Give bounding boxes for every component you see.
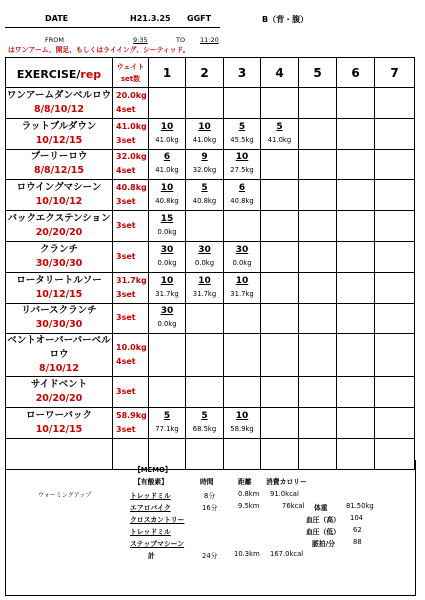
set-column-header: 2 bbox=[186, 58, 224, 88]
set-column-header: 3 bbox=[224, 58, 261, 88]
activity-name: トレッドミル bbox=[130, 528, 171, 536]
vital-value: 104 bbox=[350, 514, 363, 522]
exercise-cell bbox=[6, 241, 113, 272]
to-label: TO bbox=[176, 36, 186, 44]
exercise-reps: 8/10/12 bbox=[39, 363, 79, 375]
set-count: 3set bbox=[116, 313, 136, 323]
exercise-cell bbox=[6, 180, 113, 211]
set-cell bbox=[149, 303, 186, 334]
set-cell bbox=[224, 272, 261, 303]
table-row bbox=[6, 272, 415, 303]
set-column-header: 5 bbox=[299, 58, 337, 88]
exercise-reps: 30/30/30 bbox=[35, 319, 83, 331]
rep-header: rep bbox=[80, 68, 102, 81]
exercise-cell bbox=[6, 408, 113, 439]
set-reps: 5 bbox=[163, 411, 171, 422]
set-count: 3set bbox=[116, 425, 136, 435]
activity-name: クロスカントリー bbox=[130, 516, 185, 524]
set-count: 3set bbox=[116, 197, 136, 207]
set-count: 3set bbox=[116, 135, 136, 145]
total-time: 24分 bbox=[202, 552, 218, 560]
activity-calories: 91.0kcal bbox=[270, 490, 299, 498]
set-reps: 5 bbox=[201, 411, 208, 422]
set-reps: 5 bbox=[238, 121, 246, 132]
table-row bbox=[6, 211, 415, 242]
set-cell bbox=[299, 272, 337, 303]
set-reps: 10 bbox=[198, 275, 211, 286]
set-cell bbox=[186, 149, 224, 180]
vital-value: 81.50kg bbox=[346, 502, 374, 510]
set-reps: 10 bbox=[160, 275, 174, 286]
target-weight: 10.0kg bbox=[116, 343, 147, 353]
activity-distance: 9.5km bbox=[238, 502, 260, 510]
set-cell bbox=[186, 408, 224, 439]
set-cell bbox=[375, 241, 415, 272]
set-cell bbox=[299, 241, 337, 272]
table-header-row bbox=[6, 58, 415, 88]
exercise-cell bbox=[6, 118, 113, 149]
set-reps: 6 bbox=[238, 183, 246, 194]
set-cell bbox=[224, 180, 261, 211]
set-cell bbox=[299, 408, 337, 439]
set-cell bbox=[375, 272, 415, 303]
target-weight: 40.8kg bbox=[116, 183, 147, 193]
aerobic-label: 【有酸素】 bbox=[134, 478, 168, 486]
set-reps: 10 bbox=[235, 275, 249, 286]
set-cell bbox=[149, 211, 186, 242]
header-note: はワンアーム、開足、もしくはライイング、シーティッド。 bbox=[8, 46, 190, 54]
set-cell bbox=[149, 408, 186, 439]
from-time: 9:35 bbox=[133, 36, 148, 44]
exercise-cell bbox=[6, 303, 113, 334]
set-cell bbox=[299, 377, 337, 408]
set-cell bbox=[299, 211, 337, 242]
set-cell bbox=[375, 118, 415, 149]
exercise-cell bbox=[6, 377, 113, 408]
exercise-reps: 10/12/15 bbox=[35, 288, 83, 300]
set-cell bbox=[375, 211, 415, 242]
set-cell bbox=[224, 241, 261, 272]
set-cell bbox=[224, 334, 261, 377]
exercise-cell bbox=[6, 272, 113, 303]
exercise-name: リバースクランチ bbox=[21, 305, 97, 317]
weight-header: ウェイト bbox=[116, 62, 145, 71]
set-reps: 30 bbox=[198, 244, 211, 255]
set-weight: 0.0kg bbox=[194, 258, 215, 267]
set-cell bbox=[261, 241, 299, 272]
set-weight: 41.0kg bbox=[155, 135, 179, 144]
set-cell bbox=[186, 303, 224, 334]
set-weight: 68.5kg bbox=[192, 425, 217, 434]
set-cell bbox=[337, 272, 375, 303]
exercise-cell bbox=[6, 211, 113, 242]
set-cell bbox=[337, 408, 375, 439]
set-cell bbox=[186, 377, 224, 408]
table-row bbox=[6, 408, 415, 439]
set-cell bbox=[299, 303, 337, 334]
total-distance: 10.3km bbox=[234, 550, 260, 558]
set-reps: 9 bbox=[201, 152, 208, 163]
target-weight: 41.0kg bbox=[116, 121, 147, 131]
table-row bbox=[6, 241, 415, 272]
set-cell bbox=[299, 88, 337, 119]
set-weight: 0.0kg bbox=[232, 258, 252, 267]
total-calories: 167.0kcal bbox=[270, 550, 304, 558]
set-cell bbox=[224, 408, 261, 439]
set-cell bbox=[224, 88, 261, 119]
total-label: 計 bbox=[148, 552, 155, 560]
exercise-reps: 8/8/10/12 bbox=[33, 103, 85, 115]
set-count: 4set bbox=[116, 357, 136, 367]
set-cell bbox=[149, 377, 186, 408]
set-column-header: 4 bbox=[261, 58, 299, 88]
set-cell bbox=[337, 334, 375, 377]
date-value: H21.3.25 bbox=[130, 14, 171, 23]
set-cell bbox=[375, 408, 415, 439]
set-weight: 27.5kg bbox=[230, 166, 254, 175]
set-reps: 10 bbox=[235, 411, 249, 422]
set-weight: 0.0kg bbox=[157, 320, 177, 329]
set-count: 3set bbox=[116, 221, 136, 231]
table-row bbox=[6, 334, 415, 377]
vital-label: 体重 bbox=[314, 504, 328, 512]
set-count: 3set bbox=[116, 387, 136, 397]
set-cell bbox=[375, 303, 415, 334]
weight-set-cell bbox=[113, 408, 149, 439]
time-column-label: 時間 bbox=[200, 478, 214, 486]
exercise-name: ラットプルダウン bbox=[21, 120, 97, 132]
set-cell bbox=[261, 118, 299, 149]
set-cell bbox=[261, 377, 299, 408]
set-cell bbox=[261, 149, 299, 180]
set-weight: 58.9kg bbox=[230, 425, 254, 434]
set-cell bbox=[375, 88, 415, 119]
activity-name: トレッドミル bbox=[130, 492, 171, 500]
set-cell bbox=[337, 149, 375, 180]
exercise-reps: 10/12/15 bbox=[35, 134, 83, 146]
activity-time: 16分 bbox=[202, 504, 218, 512]
gym-name: GGFT bbox=[187, 14, 212, 23]
set-cell bbox=[261, 211, 299, 242]
exercise-reps: 10/12/15 bbox=[35, 424, 83, 436]
exercise-reps: 20/20/20 bbox=[35, 393, 83, 405]
table-row bbox=[6, 180, 415, 211]
set-reps: 10 bbox=[160, 183, 174, 194]
set-cell bbox=[261, 88, 299, 119]
memo-section bbox=[5, 460, 416, 596]
set-cell bbox=[375, 377, 415, 408]
set-cell bbox=[375, 334, 415, 377]
set-cell bbox=[149, 149, 186, 180]
exercise-name: サイドベント bbox=[30, 379, 88, 391]
set-cell bbox=[375, 180, 415, 211]
weight-set-cell bbox=[113, 118, 149, 149]
exercise-reps: 30/30/30 bbox=[35, 257, 83, 269]
set-reps: 30 bbox=[235, 244, 249, 255]
set-weight: 0.0kg bbox=[157, 228, 177, 237]
set-cell bbox=[299, 118, 337, 149]
set-cell bbox=[261, 303, 299, 334]
weight-set-cell bbox=[113, 211, 149, 242]
log-header bbox=[0, 0, 425, 60]
exercise-name: クランチ bbox=[39, 243, 78, 255]
target-weight: 31.7kg bbox=[116, 275, 147, 285]
weight-set-cell bbox=[113, 303, 149, 334]
target-weight: 58.9kg bbox=[116, 411, 147, 421]
exercise-name: プーリーロウ bbox=[30, 151, 88, 163]
set-reps: 10 bbox=[235, 152, 249, 163]
set-weight: 31.7kg bbox=[230, 289, 254, 298]
set-weight: 41.0kg bbox=[155, 166, 179, 175]
vital-label: 血圧（高） bbox=[306, 516, 340, 524]
set-reps: 10 bbox=[198, 121, 211, 132]
set-cell bbox=[186, 118, 224, 149]
vital-label: 血圧（低） bbox=[306, 528, 340, 536]
set-cell bbox=[337, 88, 375, 119]
set-cell bbox=[186, 241, 224, 272]
set-cell bbox=[149, 272, 186, 303]
set-cell bbox=[299, 334, 337, 377]
set-column-header: 1 bbox=[149, 58, 186, 88]
table-row bbox=[6, 377, 415, 408]
set-cell bbox=[337, 180, 375, 211]
set-column-header: 7 bbox=[375, 58, 415, 88]
weight-set-cell bbox=[113, 377, 149, 408]
set-cell bbox=[224, 211, 261, 242]
set-cell bbox=[299, 149, 337, 180]
table-row bbox=[6, 149, 415, 180]
set-cell bbox=[224, 303, 261, 334]
set-reps: 5 bbox=[276, 121, 283, 132]
exercise-name: ベントオーバーバーベルロウ bbox=[7, 335, 111, 361]
vital-value: 62 bbox=[353, 526, 362, 534]
exercise-reps: 8/8/12/15 bbox=[33, 165, 85, 177]
set-weight: 40.8kg bbox=[155, 197, 179, 206]
set-weight: 40.8kg bbox=[230, 197, 254, 206]
set-cell bbox=[261, 180, 299, 211]
set-header: set数 bbox=[120, 74, 141, 83]
set-count: 3set bbox=[116, 289, 136, 299]
activity-time: 8分 bbox=[204, 492, 216, 500]
weight-set-cell bbox=[113, 334, 149, 377]
vital-label: 脈拍/分 bbox=[312, 540, 335, 548]
weight-set-cell bbox=[113, 272, 149, 303]
to-time: 11:20 bbox=[200, 36, 219, 44]
target-weight: 20.0kg bbox=[116, 90, 147, 100]
warmup-label: ウォーミングアップ bbox=[38, 492, 92, 499]
exercise-name: ローワーバック bbox=[25, 410, 93, 422]
memo-title: 【MEMO】 bbox=[134, 466, 172, 474]
set-weight: 41.0kg bbox=[267, 135, 292, 144]
set-cell bbox=[186, 180, 224, 211]
set-weight: 41.0kg bbox=[192, 135, 217, 144]
target-weight: 32.0kg bbox=[116, 152, 147, 162]
weight-set-header-cell bbox=[113, 58, 149, 88]
activity-name: エアロバイク bbox=[130, 504, 171, 512]
set-count: 3set bbox=[116, 251, 136, 261]
weight-set-cell bbox=[113, 241, 149, 272]
exercise-cell bbox=[6, 334, 113, 377]
exercise-reps: 10/10/12 bbox=[35, 196, 83, 208]
header-divider bbox=[5, 27, 220, 28]
set-cell bbox=[337, 241, 375, 272]
set-reps: 5 bbox=[201, 183, 208, 194]
activity-name: ステップマシーン bbox=[130, 540, 185, 548]
set-weight: 40.8kg bbox=[192, 197, 217, 206]
calories-column-label: 消費カロリー bbox=[266, 478, 307, 486]
exercise-cell bbox=[6, 149, 113, 180]
set-cell bbox=[149, 180, 186, 211]
exercise-name: ロウイングマシーン bbox=[16, 182, 102, 194]
set-weight: 77.1kg bbox=[155, 425, 179, 434]
weight-set-cell bbox=[113, 88, 149, 119]
set-cell bbox=[149, 88, 186, 119]
set-cell bbox=[186, 272, 224, 303]
set-cell bbox=[337, 303, 375, 334]
table-row bbox=[6, 303, 415, 334]
table-row bbox=[6, 118, 415, 149]
table-row bbox=[6, 88, 415, 119]
from-label: FROM bbox=[45, 36, 64, 44]
exercise-header: EXERCISE/ bbox=[16, 68, 81, 81]
set-cell bbox=[224, 377, 261, 408]
exercise-header-cell bbox=[6, 58, 113, 88]
exercise-name: ロータリートルソー bbox=[16, 274, 102, 286]
date-label: DATE bbox=[45, 14, 69, 23]
set-cell bbox=[375, 149, 415, 180]
set-reps: 30 bbox=[160, 244, 174, 255]
set-cell bbox=[337, 211, 375, 242]
exercise-name: ワンアームダンベルロウ bbox=[6, 89, 112, 101]
set-cell bbox=[224, 149, 261, 180]
set-weight: 31.7kg bbox=[155, 289, 179, 298]
set-cell bbox=[337, 118, 375, 149]
activity-calories: 76kcal bbox=[282, 502, 305, 510]
set-weight: 0.0kg bbox=[157, 258, 177, 267]
exercise-name: バックエクステンション bbox=[7, 213, 111, 225]
vital-value: 88 bbox=[353, 538, 362, 546]
set-cell bbox=[261, 334, 299, 377]
set-cell bbox=[186, 211, 224, 242]
set-cell bbox=[149, 118, 186, 149]
set-column-header: 6 bbox=[337, 58, 375, 88]
set-cell bbox=[224, 118, 261, 149]
set-cell bbox=[149, 334, 186, 377]
activity-distance: 0.8km bbox=[238, 490, 260, 498]
set-reps: 15 bbox=[160, 214, 174, 225]
set-cell bbox=[186, 334, 224, 377]
set-reps: 6 bbox=[163, 152, 171, 163]
set-cell bbox=[261, 272, 299, 303]
set-weight: 32.0kg bbox=[192, 166, 217, 175]
set-cell bbox=[149, 241, 186, 272]
set-weight: 45.5kg bbox=[230, 135, 254, 144]
distance-column-label: 距離 bbox=[238, 478, 252, 486]
weight-set-cell bbox=[113, 180, 149, 211]
set-reps: 30 bbox=[160, 306, 174, 317]
set-weight: 31.7kg bbox=[192, 289, 217, 298]
set-reps: 10 bbox=[160, 121, 174, 132]
set-count: 4set bbox=[116, 104, 136, 114]
exercise-cell bbox=[6, 88, 113, 119]
exercise-table bbox=[5, 57, 415, 470]
session-type: B（背・腹） bbox=[262, 15, 309, 24]
weight-set-cell bbox=[113, 149, 149, 180]
exercise-reps: 20/20/20 bbox=[35, 227, 83, 239]
set-cell bbox=[337, 377, 375, 408]
set-cell bbox=[261, 408, 299, 439]
set-cell bbox=[299, 180, 337, 211]
set-count: 4set bbox=[116, 166, 136, 176]
set-cell bbox=[186, 88, 224, 119]
